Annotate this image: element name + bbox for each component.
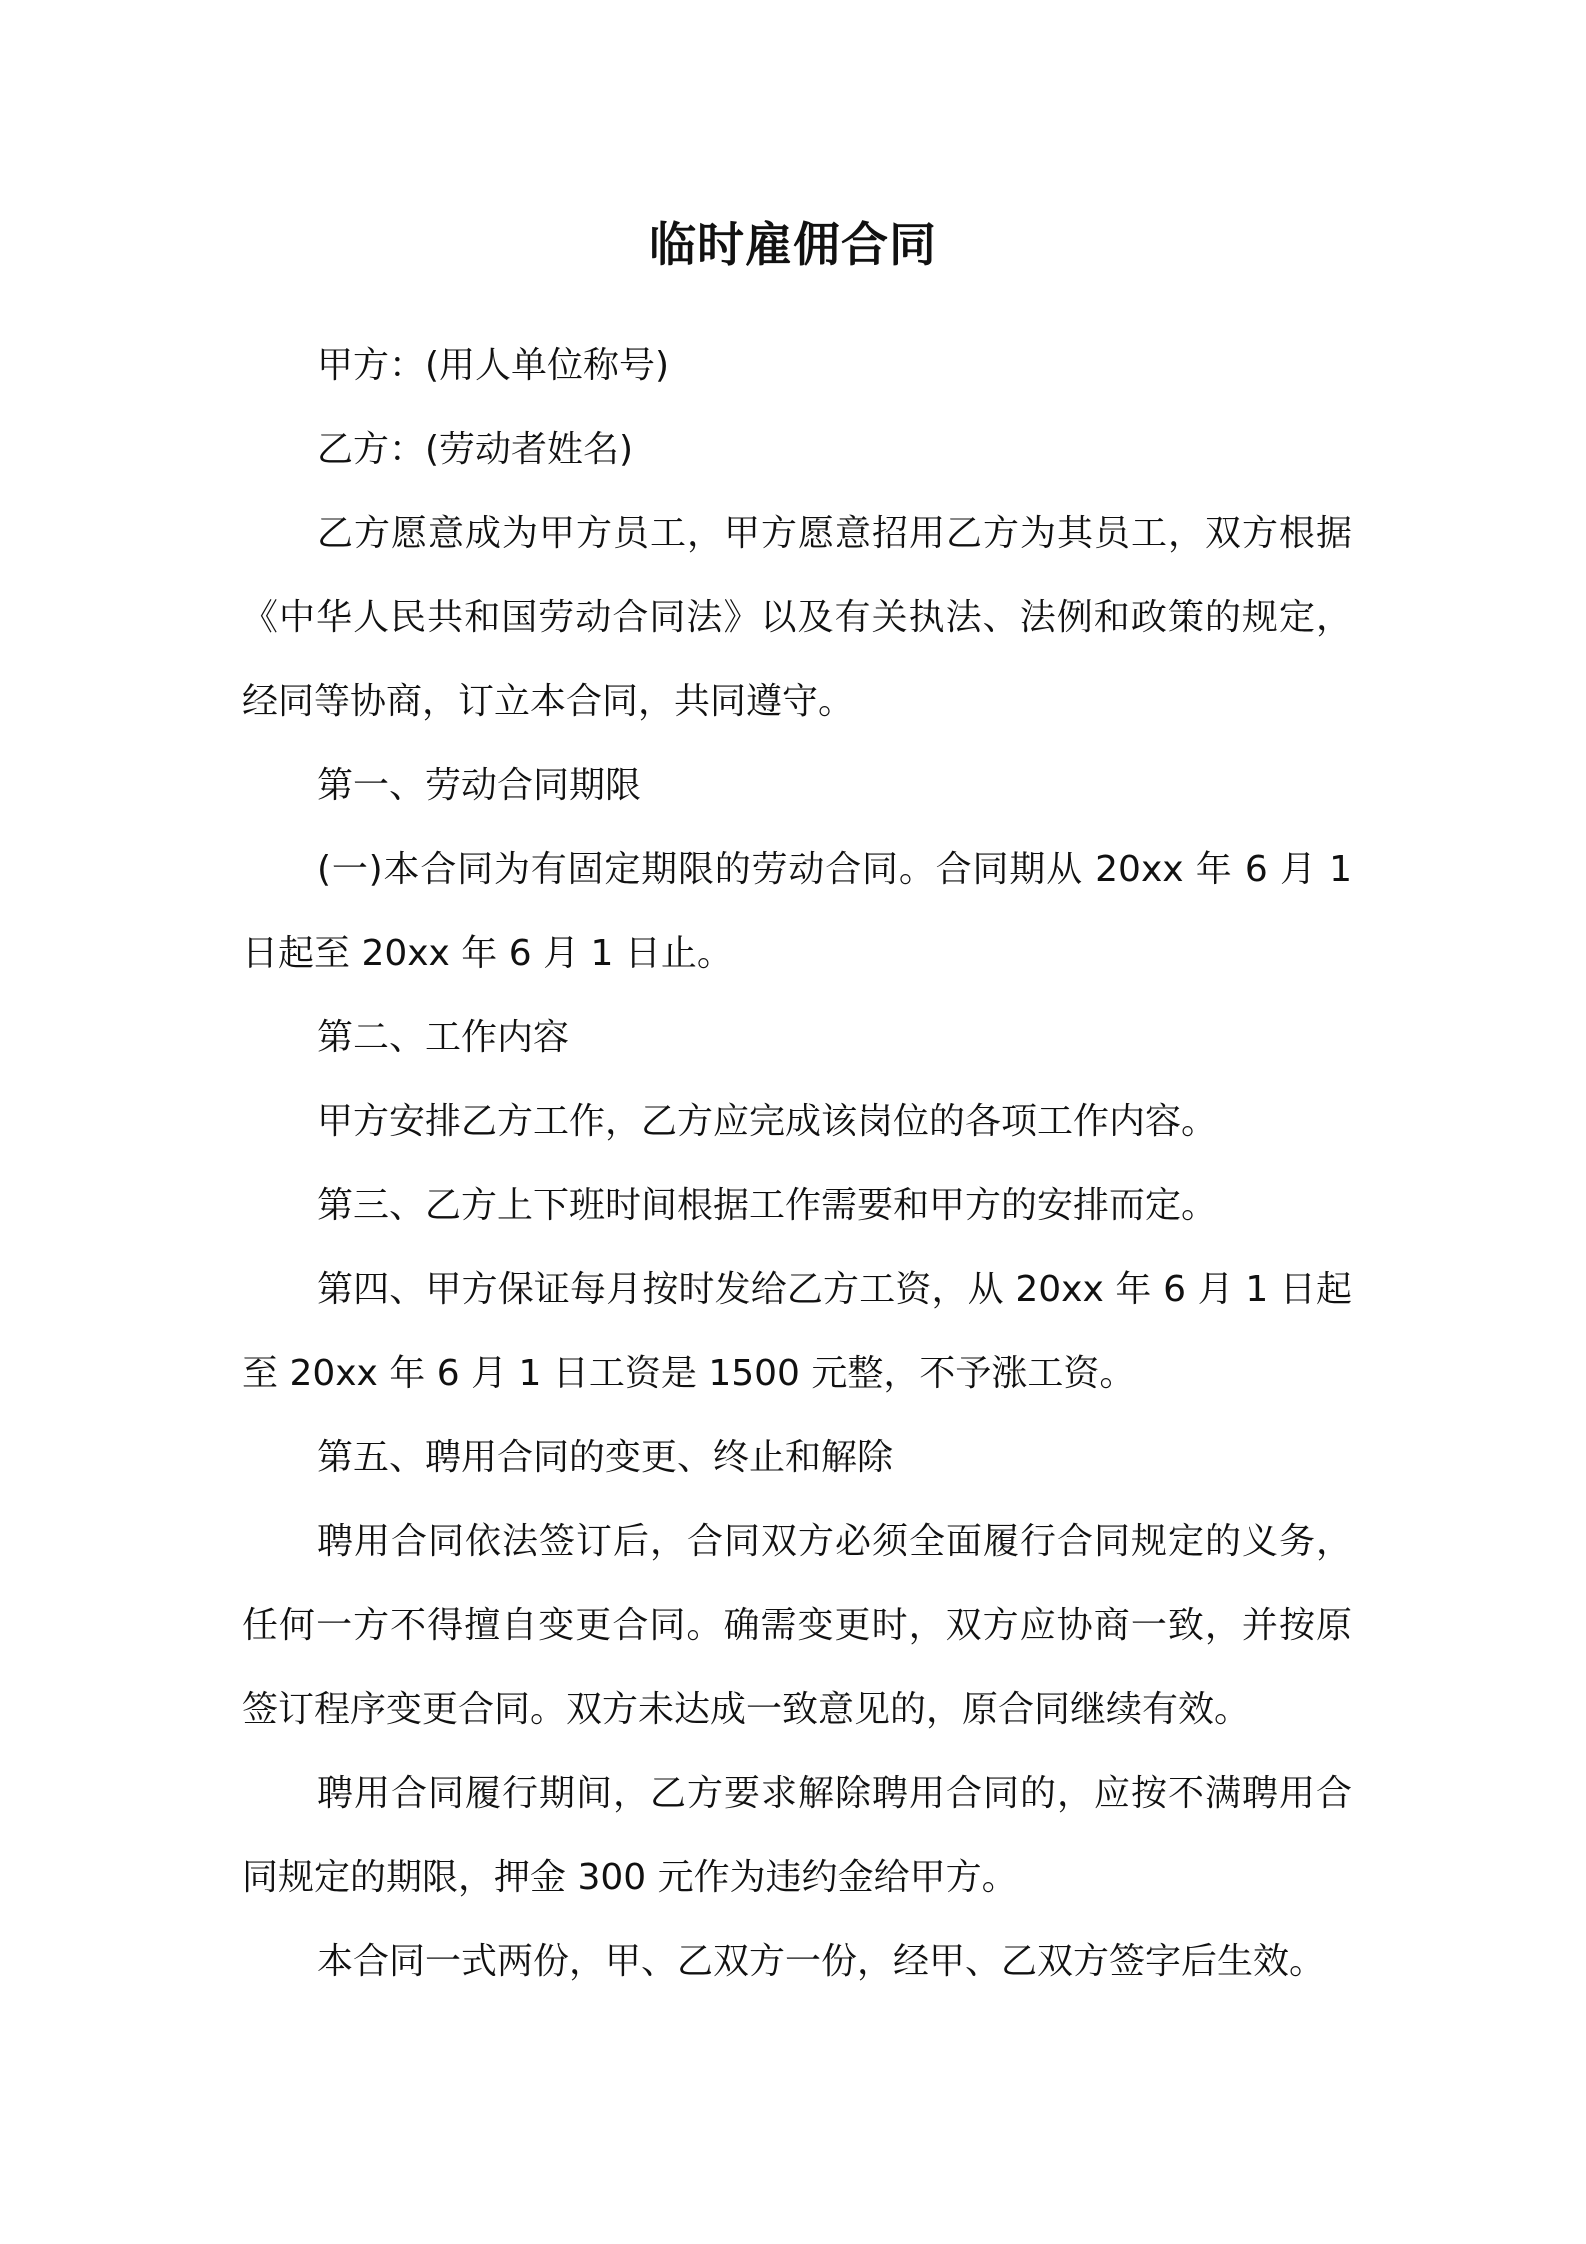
copies-clause-paragraph: 本合同一式两份，甲、乙双方一份，经甲、乙双方签字后生效。 [317,1941,1326,1982]
section-4-wage-paragraph: 第四、甲方保证每月按时发给乙方工资，从 20xx 年 6 月 1 日起至 20xx 年 6 月 1 日工资是 1500 元整，不予涨工资。 [242,1269,1352,1394]
preamble-paragraph: 乙方愿意成为甲方员工，甲方愿意招用乙方为其员工，双方根据《中华人民共和国劳动合同法》以及有关执法、法例和政策的规定，经同等协商，订立本合同，共同遵守。 [242,513,1352,722]
section-2-heading: 第二、工作内容 [317,1017,570,1058]
party-a-line: 甲方：(用人单位称号) [317,345,670,386]
document-title: 临时雇佣合同 [649,218,937,273]
section-5-heading: 第五、聘用合同的变更、终止和解除 [317,1437,894,1478]
section-2-content-paragraph: 甲方安排乙方工作，乙方应完成该岗位的各项工作内容。 [317,1101,1218,1142]
section-1-heading: 第一、劳动合同期限 [317,765,642,806]
party-b-line: 乙方：(劳动者姓名) [317,429,634,470]
section-3-paragraph: 第三、乙方上下班时间根据工作需要和甲方的安排而定。 [317,1185,1218,1226]
document-body [242,324,1352,2004]
section-1-term-paragraph: (一)本合同为有固定期限的劳动合同。合同期从 20xx 年 6 月 1 日起至 20xx 年 6 月 1 日止。 [242,849,1352,974]
section-5-change-paragraph: 聘用合同依法签订后，合同双方必须全面履行合同规定的义务，任何一方不得擅自变更合同。确需变更时，双方应协商一致，并按原签订程序变更合同。双方未达成一致意见的，原合同继续有效。 [242,1521,1352,1730]
section-5-termination-paragraph: 聘用合同履行期间，乙方要求解除聘用合同的，应按不满聘用合同规定的期限，押金 300 元作为违约金给甲方。 [242,1773,1352,1898]
